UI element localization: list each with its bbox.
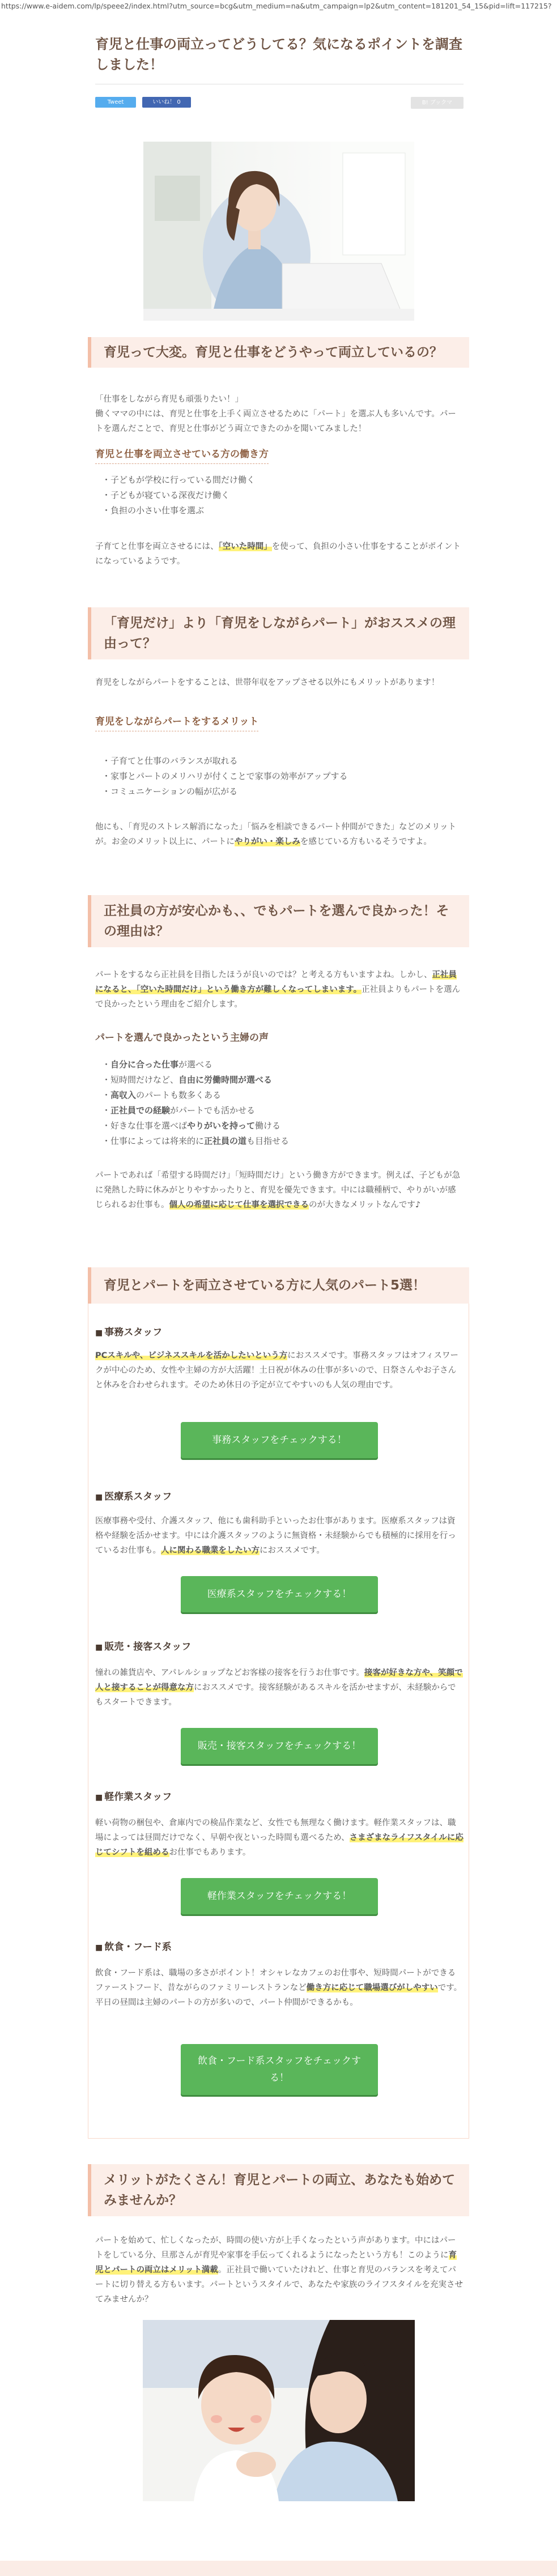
check-office-staff-button[interactable]: 事務スタッフをチェックする！ [181, 1422, 378, 1458]
job-title-light-work: ■ 軽作業スタッフ [95, 1790, 172, 1804]
hero-image-woman-laptop [143, 142, 414, 321]
s2-intro: 育児をしながらパートをすることは、世帯年収をアップさせる以外にもメリットがあります！ [95, 678, 440, 687]
s1-subheading: 育児と仕事を両立させている方の働き方 [95, 448, 269, 464]
job-title-office: ■ 事務スタッフ [95, 1326, 162, 1340]
job-desc-light-work: 軽い荷物の梱包や、倉庫内での検品作業など、女性でも無理なく働けます。軽作業スタッフは、職場によっては昼間だけでなく、早朝や夜といった時間も選べるため、さまざまなライフスタイルに応じてシフトを組めるお仕事でもあります。 [95, 1819, 464, 1857]
list-item: ・ コミュニケーションの幅が広がる [102, 784, 453, 799]
list-item: ・ 正社員での経験がパートでも活かせる [102, 1103, 453, 1118]
mother-child-illustration [143, 2320, 415, 2501]
woman-laptop-illustration [143, 142, 414, 321]
job-title-food: ■ 飲食・フード系 [95, 1940, 172, 1955]
job-desc-office: PCスキルや、ビジネススキルを活かしたいという方におススメです。事務スタッフはオフィスワークが中心のため、女性や主婦の方が大活躍！土日祝が休みの仕事が多いので、日祭さんやお子さんと休みを合わせられます。そのため休日の予定が立てやすいのも人気の理由です。 [95, 1351, 459, 1390]
mother-child-photo [143, 2320, 415, 2501]
s2-tail: 他にも、「育児のストレス解消になった」「悩みを相談できるパート仲間ができた」などのメリットが。お金のメリット以上に、パートにやりがい・楽しみを感じている方もいるそうですよ。 [95, 823, 456, 846]
job-title-medical: ■ 医療系スタッフ [95, 1490, 172, 1504]
list-item: ・ 負担の小さい仕事を選ぶ [102, 503, 453, 518]
list-item: ・ 自分に合った仕事が選べる [102, 1057, 453, 1072]
check-light-work-staff-button[interactable]: 軽作業スタッフをチェックする！ [181, 1878, 378, 1914]
check-food-staff-button[interactable]: 飲食・フード系スタッフをチェックする！ [181, 2044, 378, 2095]
job-desc-medical: 医療事務や受付、介護スタッフ、他にも歯科助手といったお仕事があります。医療系スタッフは資格や経験を活かせます。中には介護スタッフのように無資格・未経験からでも積極的に採用を行っているお仕事も。人に関わる職業をしたい方におススメです。 [95, 1517, 456, 1555]
s3-tail: パートであれば「希望する時間だけ」「短時間だけ」という働き方ができます。例えば、子どもが急に発熱した時に休みがとりやすかったりと、育児を優先できます。中には職種柄で、やりがいが感じられるお仕事も。個人の希望に応じて仕事を選択できるのが大きなメリットなんです♪ [95, 1171, 461, 1210]
s2-list [102, 753, 453, 799]
page-title: 育児と仕事の両立ってどうしてる？気になるポイントを調査しました！ [95, 36, 462, 73]
tweet-button[interactable]: Tweet [95, 97, 136, 108]
s3-list [102, 1057, 453, 1149]
s5-text: パートを始めて、忙しくなったが、時間の使い方が上手くなったという声があります。中にはパートをしている分、旦那さんが育児や家事を手伝ってくれるようになったという方も！このように育児とパートの両立はメリット満載。正社員で働いていたけれど、仕事と育児のバランスを考えてパートに切り替える方もいます。パートというスタイルで、あなたや家族のライフスタイルを充実させてみませんか？ [95, 2236, 464, 2304]
footer-band [0, 2561, 557, 2576]
check-sales-staff-button[interactable]: 販売・接客スタッフをチェックする！ [181, 1728, 378, 1764]
job-title-sales: ■ 販売・接客スタッフ [95, 1640, 191, 1654]
s1-intro: 「仕事をしながら育児も頑張りたい！」 働くママの中には、育児と仕事を上手く両立させるために「パート」を選ぶ人も多いんです。パートを選んだことで、育児と仕事がどう両立できたのかを聞いてみました！ [95, 395, 456, 433]
list-item: ・ 子どもが寝ている深夜だけ働く [102, 488, 453, 503]
list-item: ・ 家事とパートのメリハリが付くことで家事の効率がアップする [102, 769, 453, 784]
list-item: ・ 高収入のパートも数多くある [102, 1088, 453, 1103]
s3-subheading: パートを選んで良かったという主婦の声 [95, 1032, 269, 1044]
s3-intro: パートをするなら正社員を目指したほうが良いのでは？と考える方もいますよね。しかし、正社員になると、「空いた時間だけ」という働き方が難しくなってしまいます。正社員よりもパートを選んで良かったという理由をご紹介します。 [95, 970, 461, 1009]
list-item: ・ 好きな仕事を選べばやりがいを持って働ける [102, 1118, 453, 1134]
section-heading-5: メリットがたくさん！育児とパートの両立、あなたも始めてみませんか？ [88, 2164, 469, 2216]
facebook-like-button[interactable]: いいね！ 0 [142, 97, 191, 108]
section-heading-2: 「育児だけ」より「育児をしながらパート」がおススメの理由って？ [88, 607, 469, 659]
list-item: ・ 子育てと仕事のバランスが取れる [102, 753, 453, 769]
section-heading-3: 正社員の方が安心かも、、でもパートを選んで良かった！その理由は？ [88, 895, 469, 947]
job-desc-sales: 憧れの雑貨店や、アパレルショップなどお客様の接客を行うお仕事です。接客が好きな方や、笑顔で人と接することが得意な方におススメです。接客経験があるスキルを活かせますが、未経験からでもスタートできます。 [95, 1668, 463, 1707]
hatena-bookmark-button[interactable]: B! ブックマ [411, 97, 464, 109]
section-heading-4: 育児とパートを両立させている方に人気のパート5選！ [88, 1267, 469, 1304]
address-bar-url[interactable]: https://www.e-aidem.com/lp/speee2/index.html?utm_source=bcg&utm_medium=na&utm_campaign=lp2&utm_content=181201_54_15&pid=lift=117215? [1, 2, 552, 10]
s1-list [102, 472, 453, 518]
s2-subheading: 育児をしながらパートをするメリット [95, 715, 258, 731]
list-item: ・ 短時間だけなど、自由に労働時間が選べる [102, 1072, 453, 1088]
list-item: ・ 仕事によっては将来的に正社員の道も目指せる [102, 1134, 453, 1149]
list-item: ・ 子どもが学校に行っている間だけ働く [102, 472, 453, 488]
job-desc-food: 飲食・フード系は、職場の多さがポイント！オシャレなカフェのお仕事や、短時間パートができるファーストフード、昔ながらのファミリーレストランなど働き方に応じて職場選びがしやすいです。平日の昼間は主婦のパートの方が多いので、パート仲間ができるかも。 [95, 1969, 462, 2007]
section-heading-1: 育児って大変。育児と仕事をどうやって両立しているの？ [88, 337, 469, 368]
s1-tail: 子育てと仕事を両立させるには、「空いた時間」を使って、負担の小さい仕事をすることがポイントになっているようです。 [95, 542, 461, 566]
check-medical-staff-button[interactable]: 医療系スタッフをチェックする！ [181, 1576, 378, 1612]
